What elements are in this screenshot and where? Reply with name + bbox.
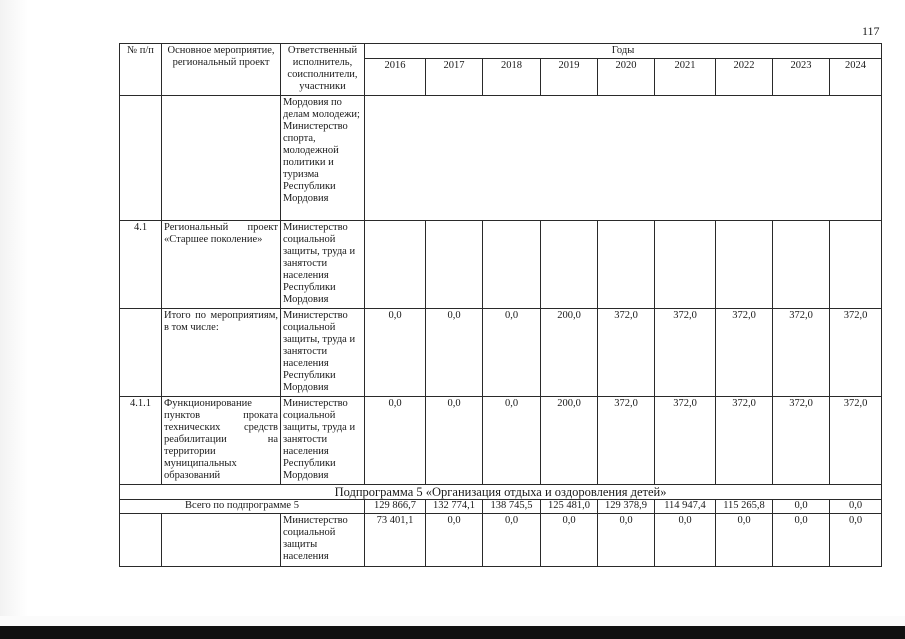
- row-executor: Министерство социальной защиты, труда и занятости населения Республики Мордовия: [281, 397, 365, 485]
- row-value: 372,0: [830, 309, 882, 397]
- row-value: 0,0: [716, 514, 773, 567]
- table-row: [120, 514, 882, 567]
- row-activity: Функционирование пунктов проката технических средств реабилитации на территории муниципальных образований: [162, 397, 281, 485]
- row-value: 0,0: [483, 514, 541, 567]
- row-value: 0,0: [598, 514, 655, 567]
- total-value: 129 866,7: [365, 500, 426, 514]
- table-row: [120, 96, 882, 221]
- total-value: 115 265,8: [716, 500, 773, 514]
- total-value: 138 745,5: [483, 500, 541, 514]
- header-year: 2017: [426, 59, 483, 96]
- row-executor: Министерство социальной защиты, труда и занятости населения Республики Мордовия: [281, 309, 365, 397]
- header-year: 2019: [541, 59, 598, 96]
- page-number: 117: [862, 24, 880, 38]
- total-label: Всего по подпрограмме 5: [120, 500, 365, 514]
- table-row: [120, 221, 882, 309]
- row-num: [120, 309, 162, 397]
- program-funding-table: [119, 43, 882, 567]
- row-value: 372,0: [655, 309, 716, 397]
- row-activity: Итого по мероприятиям, в том числе:: [162, 309, 281, 397]
- total-value: 0,0: [773, 500, 830, 514]
- row-value: 0,0: [541, 514, 598, 567]
- header-activity: Основное мероприятие, региональный проект: [162, 44, 281, 96]
- row-value: 200,0: [541, 397, 598, 485]
- header-year: 2016: [365, 59, 426, 96]
- row-value: [365, 221, 426, 309]
- row-values-empty: [365, 96, 882, 221]
- scan-left-margin: [0, 0, 28, 639]
- section-title-row: [120, 485, 882, 500]
- row-executor: Мордовия по делам молодежи; Министерство спорта, молодежной политики и туризма Республики Мордовия: [281, 96, 365, 221]
- table-row: [120, 397, 882, 485]
- row-value: 0,0: [365, 397, 426, 485]
- header-year: 2020: [598, 59, 655, 96]
- row-value: 0,0: [365, 309, 426, 397]
- row-value: 372,0: [655, 397, 716, 485]
- row-activity: Региональный проект «Старшее поколение»: [162, 221, 281, 309]
- row-value: [716, 221, 773, 309]
- header-years-group: Годы: [365, 44, 882, 59]
- row-value: 372,0: [830, 397, 882, 485]
- scan-bottom-margin: [0, 616, 905, 626]
- total-value: 129 378,9: [598, 500, 655, 514]
- row-value: [426, 221, 483, 309]
- row-value: 0,0: [483, 309, 541, 397]
- row-value: [598, 221, 655, 309]
- scan-bottom-edge: [0, 626, 905, 639]
- total-row: [120, 500, 882, 514]
- row-value: [773, 221, 830, 309]
- row-value: 372,0: [773, 397, 830, 485]
- row-value: 0,0: [830, 514, 882, 567]
- total-value: 125 481,0: [541, 500, 598, 514]
- row-value: 0,0: [426, 309, 483, 397]
- table-header-row: [120, 44, 882, 59]
- total-value: 0,0: [830, 500, 882, 514]
- header-year: 2018: [483, 59, 541, 96]
- row-num: 4.1.1: [120, 397, 162, 485]
- total-value: 114 947,4: [655, 500, 716, 514]
- header-year: 2023: [773, 59, 830, 96]
- row-num: [120, 96, 162, 221]
- header-executor: Ответственный исполнитель, соисполнители, участники: [281, 44, 365, 96]
- row-activity: [162, 514, 281, 567]
- row-value: 0,0: [483, 397, 541, 485]
- row-num: [120, 514, 162, 567]
- row-value: 372,0: [716, 397, 773, 485]
- header-year: 2024: [830, 59, 882, 96]
- row-value: 73 401,1: [365, 514, 426, 567]
- row-value: 0,0: [426, 397, 483, 485]
- row-value: 372,0: [716, 309, 773, 397]
- section-title: Подпрограмма 5 «Организация отдыха и оздоровления детей»: [120, 485, 882, 500]
- table-row: [120, 309, 882, 397]
- total-value: 132 774,1: [426, 500, 483, 514]
- row-value: [830, 221, 882, 309]
- row-executor: Министерство социальной защиты, труда и занятости населения Республики Мордовия: [281, 221, 365, 309]
- row-value: 372,0: [598, 309, 655, 397]
- row-value: 0,0: [773, 514, 830, 567]
- row-activity: [162, 96, 281, 221]
- header-num: № п/п: [120, 44, 162, 96]
- row-value: 372,0: [598, 397, 655, 485]
- header-year: 2022: [716, 59, 773, 96]
- row-value: [655, 221, 716, 309]
- row-value: [541, 221, 598, 309]
- row-value: 372,0: [773, 309, 830, 397]
- header-year: 2021: [655, 59, 716, 96]
- row-value: 200,0: [541, 309, 598, 397]
- row-value: 0,0: [426, 514, 483, 567]
- row-num: 4.1: [120, 221, 162, 309]
- row-value: 0,0: [655, 514, 716, 567]
- row-executor: Министерство социальной защиты населения: [281, 514, 365, 567]
- row-value: [483, 221, 541, 309]
